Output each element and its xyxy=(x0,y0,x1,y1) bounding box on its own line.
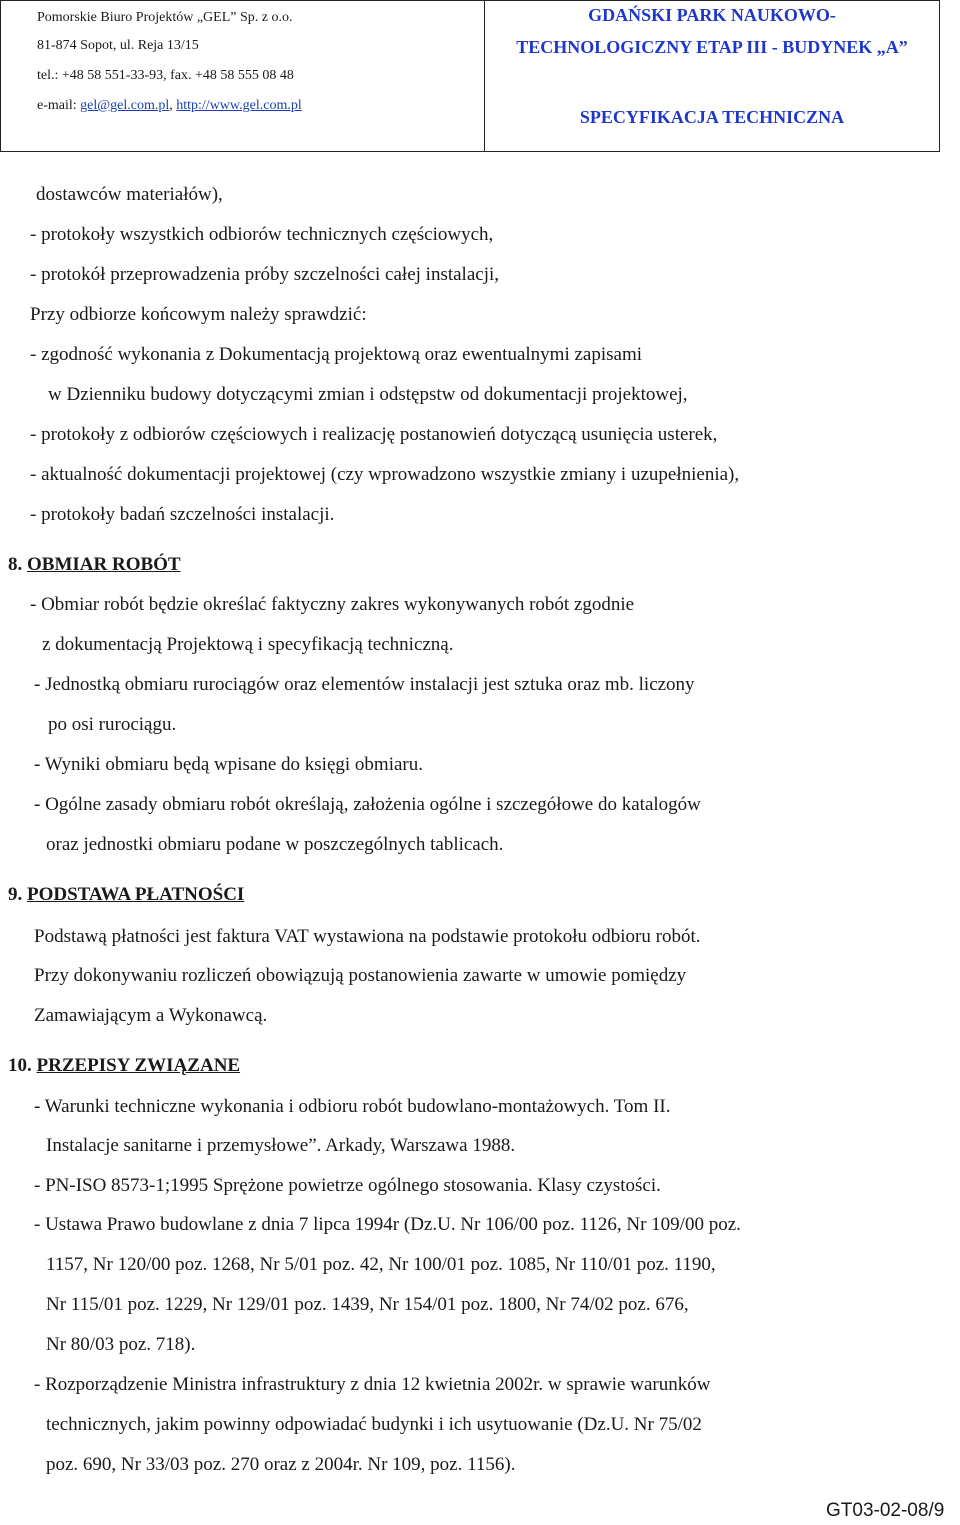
section-title: PODSTAWA PŁATNOŚCI xyxy=(27,884,245,905)
text-line: - PN-ISO 8573-1;1995 Sprężone powietrze ogólnego stosowania. Klasy czystości. xyxy=(34,1175,661,1196)
text-line: Nr 80/03 poz. 718). xyxy=(46,1334,196,1355)
text-line: z dokumentacją Projektową i specyfikacją techniczną. xyxy=(42,634,454,655)
text-line: - Obmiar robót będzie określać faktyczny zakres wykonywanych robót zgodnie xyxy=(30,594,635,615)
text-line: Podstawą płatności jest faktura VAT wystawiona na podstawie protokołu odbioru robót. xyxy=(34,926,701,947)
text-line: Przy odbiorze końcowym należy sprawdzić: xyxy=(30,304,367,325)
text-line: - Ogólne zasady obmiaru robót określają, założenia ogólne i szczegółowe do katalogów xyxy=(34,794,701,815)
document-type: SPECYFIKACJA TECHNICZNA xyxy=(579,107,845,127)
section-number: 8. xyxy=(8,554,23,575)
text-line: - Rozporządzenie Ministra infrastruktury z dnia 12 kwietnia 2002r. w sprawie warunków xyxy=(34,1374,711,1395)
section-title: PRZEPISY ZWIĄZANE xyxy=(36,1055,241,1076)
text-line: dostawców materiałów), xyxy=(36,184,223,205)
text-line: Przy dokonywaniu rozliczeń obowiązują postanowienia zawarte w umowie pomiędzy xyxy=(34,965,687,986)
text-line: - protokoły badań szczelności instalacji. xyxy=(30,504,335,525)
text-line: - Wyniki obmiaru będą wpisane do księgi obmiaru. xyxy=(34,754,423,775)
section-heading-10 xyxy=(8,1054,240,1078)
text-line: - zgodność wykonania z Dokumentacją projektową oraz ewentualnymi zapisami xyxy=(30,344,643,365)
company-address: 81-874 Sopot, ul. Reja 13/15 xyxy=(37,38,199,53)
section-number: 9. xyxy=(8,884,23,905)
company-name: Pomorskie Biuro Projektów „GEL” Sp. z o.o. xyxy=(37,10,293,25)
text-line: - Jednostką obmiaru rurociągów oraz elementów instalacji jest sztuka oraz mb. liczony xyxy=(34,674,695,695)
project-info-box xyxy=(485,1,939,151)
project-title-line2: TECHNOLOGICZNY ETAP III - BUDYNEK „A” xyxy=(516,37,908,57)
company-info-box xyxy=(1,1,485,151)
text-line: Zamawiającym a Wykonawcą. xyxy=(34,1005,268,1026)
text-line: - Ustawa Prawo budowlane z dnia 7 lipca 1994r (Dz.U. Nr 106/00 poz. 1126, Nr 109/00 poz. xyxy=(34,1214,741,1235)
email-prefix: e-mail: xyxy=(37,98,81,113)
email-link[interactable]: gel@gel.com.pl xyxy=(80,98,170,113)
text-line: Instalacje sanitarne i przemysłowe”. Arkady, Warszawa 1988. xyxy=(46,1135,516,1156)
section-heading-8 xyxy=(8,553,181,577)
text-line: 1157, Nr 120/00 poz. 1268, Nr 5/01 poz. 42, Nr 100/01 poz. 1085, Nr 110/01 poz. 1190, xyxy=(46,1254,716,1275)
text-line: - protokoły wszystkich odbiorów technicznych częściowych, xyxy=(30,224,494,245)
company-phone: tel.: +48 58 551-33-93, fax. +48 58 555 08 48 xyxy=(37,68,294,83)
company-contact xyxy=(37,98,302,114)
text-line: - aktualność dokumentacji projektowej (czy wprowadzono wszystkie zmiany i uzupełnienia), xyxy=(30,464,740,485)
contact-separator: , xyxy=(169,98,177,113)
text-line: - Warunki techniczne wykonania i odbioru robót budowlano-montażowych. Tom II. xyxy=(34,1096,671,1117)
page-code: GT03-02-08/9 xyxy=(826,1500,945,1521)
text-line: po osi rurociągu. xyxy=(48,714,177,735)
text-line: poz. 690, Nr 33/03 poz. 270 oraz z 2004r. Nr 109, poz. 1156). xyxy=(46,1454,516,1475)
section-heading-9 xyxy=(8,883,244,907)
text-line: - protokół przeprowadzenia próby szczelności całej instalacji, xyxy=(30,264,499,285)
text-line: oraz jednostki obmiaru podane w poszczególnych tablicach. xyxy=(46,834,504,855)
website-link[interactable]: http://www.gel.com.pl xyxy=(176,98,302,113)
page-header xyxy=(0,0,940,152)
text-line: w Dzienniku budowy dotyczącymi zmian i odstępstw od dokumentacji projektowej, xyxy=(48,384,688,405)
text-line: technicznych, jakim powinny odpowiadać budynki i ich usytuowanie (Dz.U. Nr 75/02 xyxy=(46,1414,702,1435)
section-number: 10. xyxy=(8,1055,32,1076)
project-title-line1: GDAŃSKI PARK NAUKOWO- xyxy=(588,5,836,25)
text-line: - protokoły z odbiorów częściowych i realizację postanowień dotyczącą usunięcia usterek, xyxy=(30,424,718,445)
text-line: Nr 115/01 poz. 1229, Nr 129/01 poz. 1439, Nr 154/01 poz. 1800, Nr 74/02 poz. 676, xyxy=(46,1294,689,1315)
section-title: OBMIAR ROBÓT xyxy=(27,554,181,575)
